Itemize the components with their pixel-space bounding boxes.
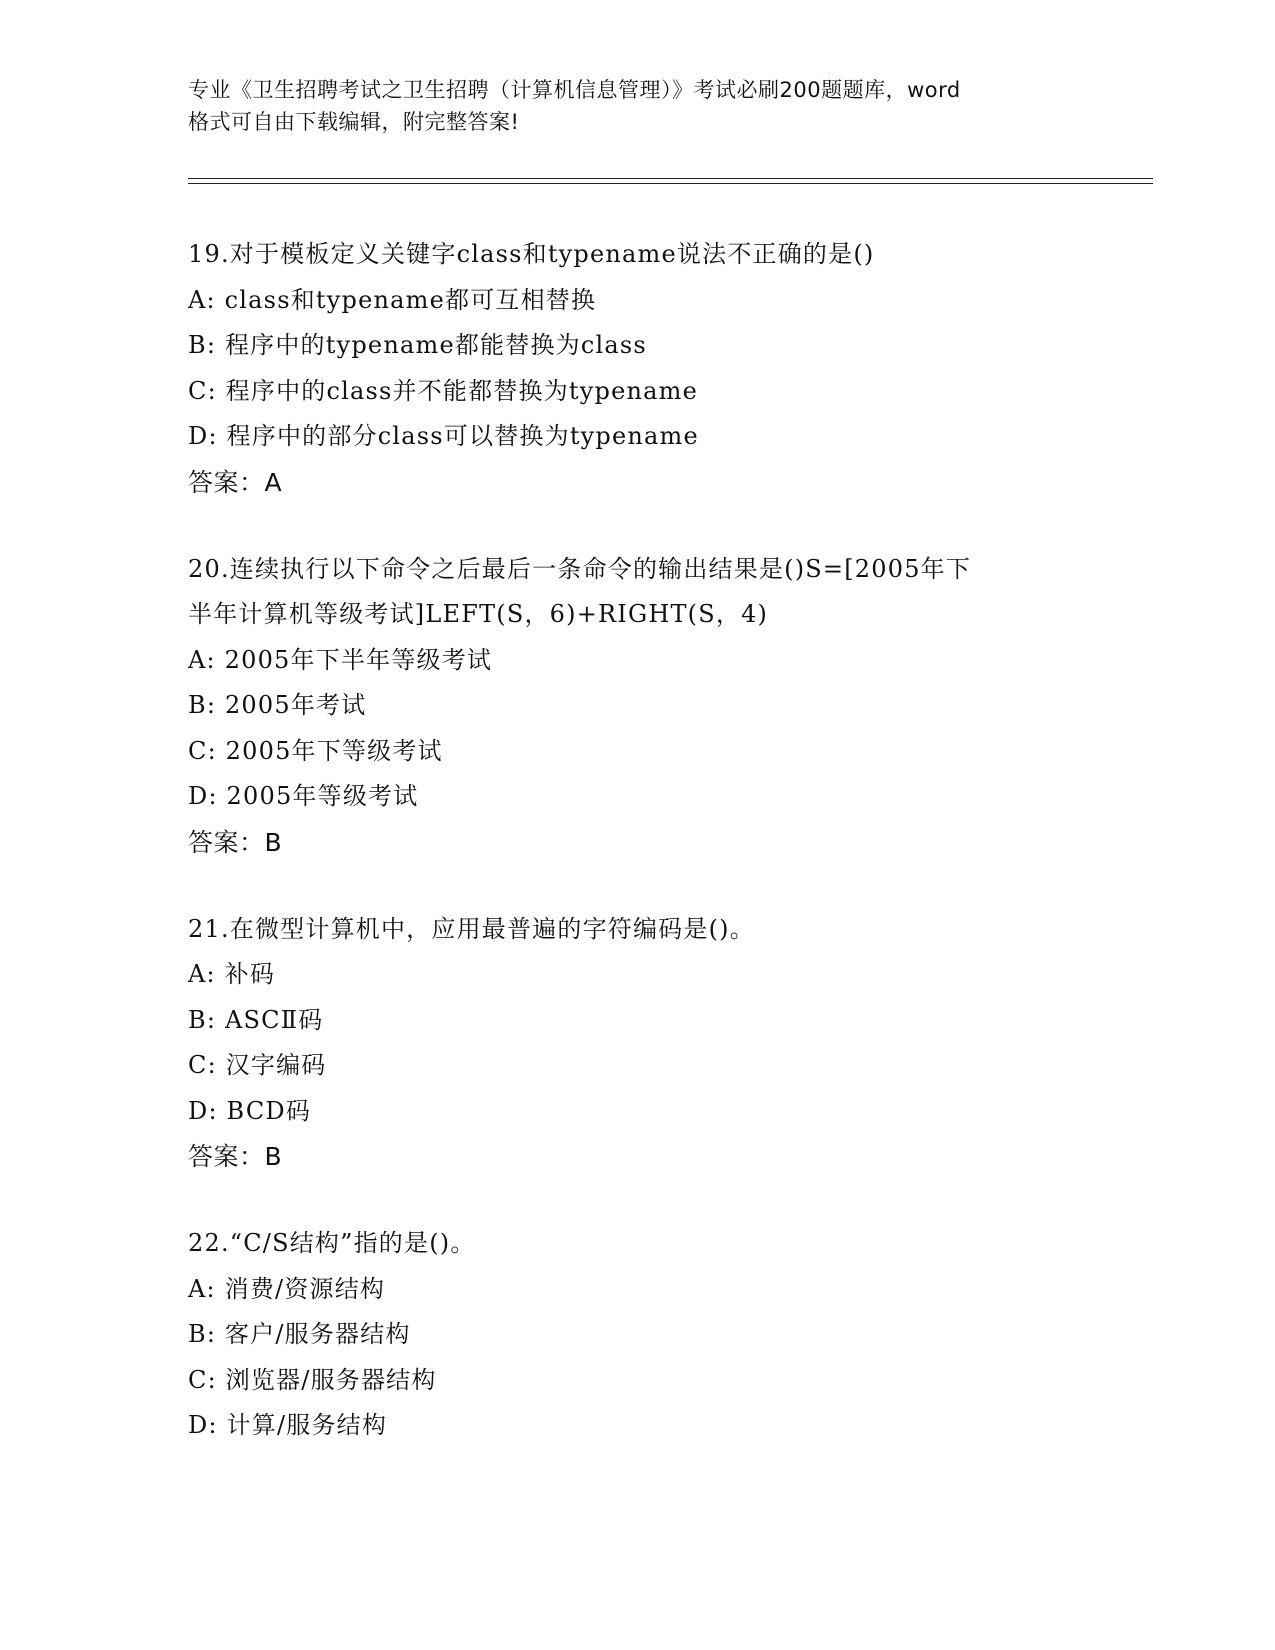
option-a: A: 消费/资源结构 — [188, 1274, 386, 1303]
header-divider-bottom — [188, 183, 1153, 184]
option-d: D: 计算/服务结构 — [188, 1411, 388, 1439]
question-stem: 21.在微型计算机中，应用最普遍的字符编码是()。 — [188, 914, 755, 943]
option-b: B: 程序中的typename都能替换为class — [188, 331, 647, 359]
answer-label: 答案：B — [188, 827, 283, 857]
option-a: A: class和typename都可互相替换 — [188, 285, 597, 314]
option-c: C: 2005年下等级考试 — [188, 736, 443, 765]
option-b: B: 2005年考试 — [188, 691, 367, 719]
header-divider-top — [188, 178, 1153, 179]
question-stem: 19.对于模板定义关键字class和typename说法不正确的是() — [188, 240, 875, 268]
header-line-2: 格式可自由下载编辑，附完整答案! — [188, 110, 520, 134]
option-a: A: 2005年下半年等级考试 — [188, 645, 493, 674]
answer-label: 答案：B — [188, 1142, 283, 1171]
question-stem-continued: 半年计算机等级考试]LEFT(S，6)+RIGHT(S，4) — [188, 600, 769, 628]
option-d: D: 程序中的部分class可以替换为typename — [188, 422, 699, 450]
question-block — [188, 907, 1148, 1180]
option-a: A: 补码 — [188, 960, 276, 988]
option-b: B: 客户/服务器结构 — [188, 1320, 411, 1348]
question-block — [188, 547, 1148, 865]
question-block — [188, 1221, 1148, 1449]
option-c: C: 浏览器/服务器结构 — [188, 1365, 437, 1394]
option-b: B: ASCⅡ码 — [188, 1005, 324, 1034]
question-stem: 20.连续执行以下命令之后最后一条命令的输出结果是()S=[2005年下 — [188, 554, 972, 583]
question-stem: 22.“C/S结构”指的是()。 — [188, 1229, 476, 1257]
document-header — [188, 74, 1088, 138]
question-block — [188, 232, 1148, 505]
header-line-1: 专业《卫生招聘考试之卫生招聘（计算机信息管理）》考试必刷200题题库，word — [188, 78, 961, 102]
option-d: D: 2005年等级考试 — [188, 782, 419, 810]
option-c: C: 程序中的class并不能都替换为typename — [188, 376, 699, 405]
option-d: D: BCD码 — [188, 1096, 312, 1125]
question-list — [188, 232, 1148, 1491]
option-c: C: 汉字编码 — [188, 1051, 327, 1079]
answer-label: 答案：A — [188, 467, 283, 497]
